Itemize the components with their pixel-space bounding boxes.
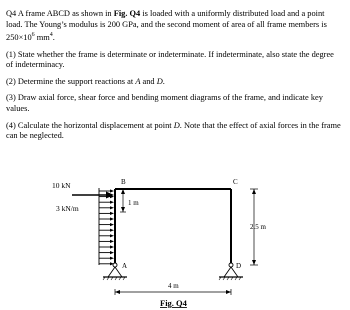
figure-reference: Fig. Q4 [113,9,141,18]
node-label-b: B [121,178,126,186]
udl-label: 3 kN/m [56,204,79,213]
dimension-right-label: 2.5 m [250,223,266,231]
figure-caption: Fig. Q4 [160,298,187,308]
question-part-1: (1) State whether the frame is determinate or indeterminate. If indeterminate, also state the degree of indeterminacy. [6,49,334,70]
udl-arrowhead [110,234,114,237]
udl-arrowhead [110,251,114,254]
udl-arrowhead [110,240,114,243]
point-load-label: 10 kN [52,181,71,190]
udl-arrowhead [110,189,114,192]
dimension-1m [120,189,126,212]
udl-arrows [99,188,114,265]
udl-arrowhead [110,217,114,220]
question-part-2: (2) Determine the support reactions at A and D. [6,76,165,86]
udl-arrowhead [110,206,114,209]
udl-arrowhead [110,229,114,232]
question-part-3: (3) Draw axial force, shear force and bending moment diagrams of the frame, and indicate key values. [6,93,323,113]
udl-arrowhead [110,245,114,248]
node-label-a: A [122,262,128,270]
dimension-top-label: 1 m [128,199,139,207]
dimension-bottom-label: 4 m [168,282,179,290]
udl-arrowhead [110,201,114,204]
point-load-arrow [72,192,114,199]
udl-arrowhead [110,223,114,226]
question-intro: Q4 A frame ABCD as shown in Fig. Q4 is loaded with a uniformly distributed load and a point load. The Young’s modulus is 200 GPa, and the second moment of area of all frame members is $250\times 10^6$ $mm^4$. [6,9,327,42]
node-label-c: C [233,178,238,186]
question-part-4: (4) Calculate the horizontal displacement at point D. Note that the effect of axial forces in the frame can be neglected. [6,120,341,141]
node-label-d: D [236,262,242,270]
udl-arrowhead [110,257,114,260]
udl-arrowhead [110,212,114,215]
